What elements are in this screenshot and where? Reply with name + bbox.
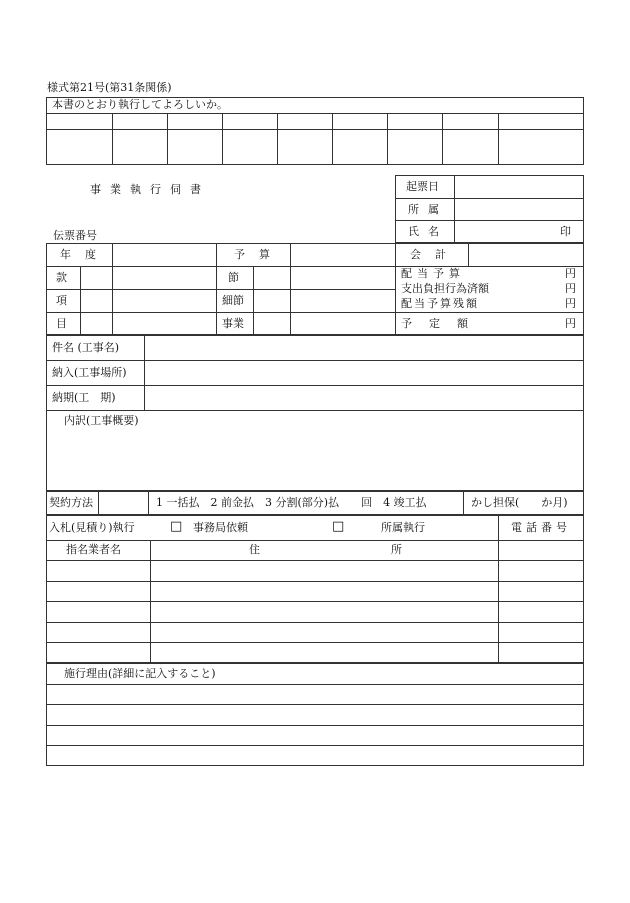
shozoku-label: 所属 (408, 203, 448, 216)
vendor-phone-field[interactable] (499, 561, 583, 581)
nouki-label: 納期(工 期) (52, 391, 116, 404)
saisetsu-label: 細節 (222, 294, 244, 307)
reason-label: 施行理由(詳細に記入すること) (64, 667, 216, 680)
form-number-title: 様式第21号(第31条関係) (47, 81, 172, 94)
shozoku-field[interactable] (455, 199, 583, 220)
kenmei-field[interactable] (145, 336, 583, 360)
yosan-label: 予算 (234, 248, 284, 261)
checkbox-dept[interactable]: □ (332, 519, 345, 534)
vendor-name-field[interactable] (47, 561, 150, 581)
zangaku-label: 配当予算残額 (401, 297, 479, 310)
nounyu-field[interactable] (145, 361, 583, 385)
yen-yotei: 円 (565, 317, 576, 330)
seal-label: 印 (560, 225, 571, 238)
kihyobi-label: 起票日 (406, 180, 439, 193)
kihyobi-field[interactable] (455, 176, 583, 198)
vendor-name-label: 指名業者名 (66, 543, 121, 556)
phone-label: 電話番号 (511, 521, 571, 534)
setsu-label: 節 (228, 271, 239, 284)
approval-prompt: 本書のとおり執行してよろしいか。 (52, 98, 228, 111)
option-dept-label: 所属執行 (381, 521, 425, 534)
payment-options: 1 一括払 2 前金払 3 分割(部分)払 回 4 竣工払 (156, 496, 427, 509)
year-field[interactable] (113, 244, 216, 266)
bid-label: 入札(見積り)執行 (49, 521, 135, 534)
haito-label: 配当予算 (401, 267, 465, 280)
uchiwake-field[interactable] (47, 430, 583, 490)
yen-haito: 円 (565, 267, 576, 280)
address-label-2: 所 (391, 543, 402, 556)
kaikei-label: 会計 (410, 248, 460, 261)
jigyo-label: 事業 (222, 317, 244, 330)
address-label-1: 住 (249, 543, 260, 556)
kan-label: 款 (56, 271, 67, 284)
slip-number-label: 伝票番号 (53, 229, 97, 242)
vendor-table (46, 515, 584, 663)
uchiwake-label: 内訳(工事概要) (64, 414, 139, 427)
contract-method-field[interactable] (99, 492, 148, 514)
yotei-label: 予定額 (401, 317, 485, 330)
vendor-address-field[interactable] (151, 561, 498, 581)
yen-zangaku: 円 (565, 297, 576, 310)
moku-label: 目 (56, 317, 67, 330)
approval-stamp-cell[interactable] (47, 130, 112, 164)
nounyu-label: 納入(工事場所) (52, 366, 127, 379)
yosan-field[interactable] (291, 244, 395, 266)
document-title: 事業執行伺書 (90, 183, 210, 196)
nouki-field[interactable] (145, 386, 583, 410)
kaikei-field[interactable] (469, 244, 583, 266)
contract-method-label: 契約方法 (49, 496, 93, 509)
shishutsu-label: 支出負担行為済額 (401, 282, 489, 295)
warranty-label: かし担保( か月) (471, 496, 568, 509)
shimei-label: 氏名 (408, 225, 448, 238)
option-office-label: 事務局依頼 (193, 521, 248, 534)
shimei-field[interactable] (455, 221, 555, 242)
kou-label: 項 (56, 294, 67, 307)
reason-field[interactable] (47, 685, 583, 765)
year-label: 年度 (60, 248, 110, 261)
yen-shishutsu: 円 (565, 282, 576, 295)
kenmei-label: 件名 (工事名) (52, 341, 120, 354)
checkbox-office[interactable]: □ (170, 519, 183, 534)
